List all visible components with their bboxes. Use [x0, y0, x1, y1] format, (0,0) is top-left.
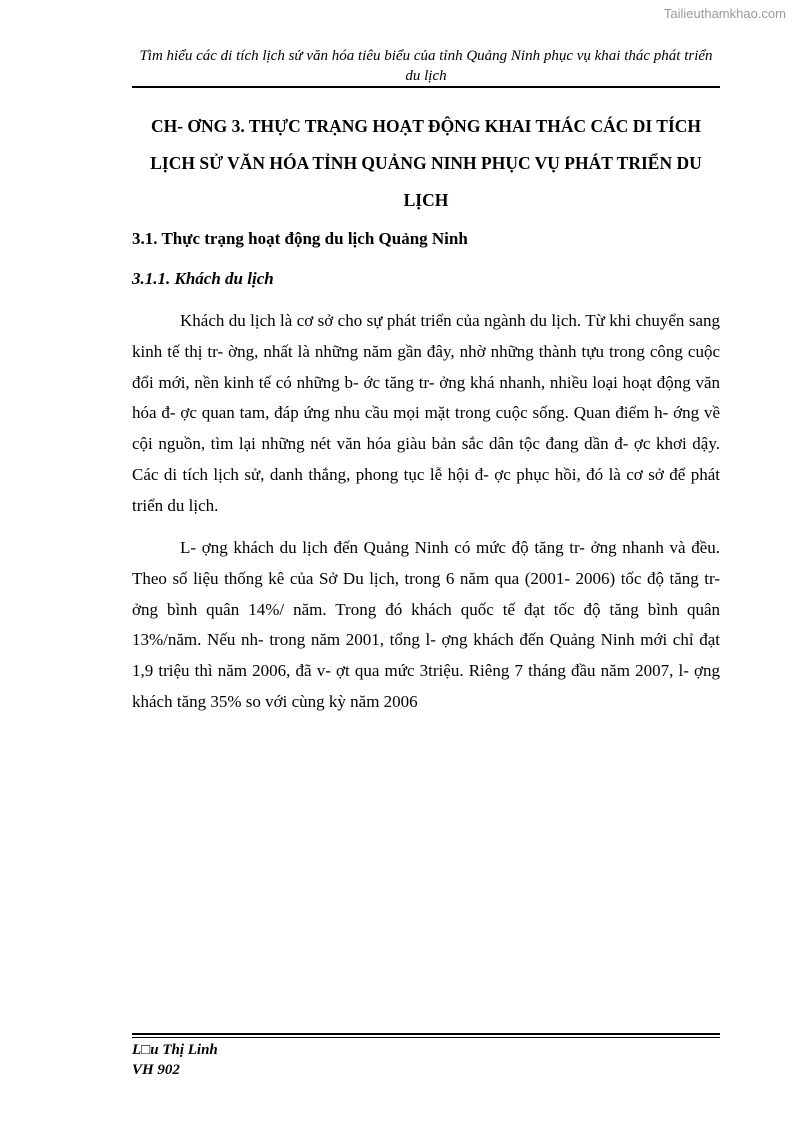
footer-divider [132, 1033, 720, 1035]
section-heading-3-1-1: 3.1.1. Khách du lịch [132, 269, 274, 288]
body-paragraph-1: Khách du lịch là cơ sở cho sự phát triển của ngành du lịch. Từ khi chuyển sang kinh tế thị tr- ờng, nhất là những năm gần đây, nhờ những thành tựu trong công cuộc đổi mới, nền kinh tế có những b- ớc tăng tr- ởng khá nhanh, nhiều loại hoạt động văn hóa đ- ợc quan tam, đáp ứng nhu cầu mọi mặt trong cuộc sống. Quan điểm h- ớng về cội nguồn, tìm lại những nét văn hóa giàu bản sắc dân tộc đang dần đ- ợc khơi dậy. Các di tích lịch sử, danh thắng, phong tục lễ hội đ- ợc phục hồi, đó là cơ sở để phát triển du lịch. [132, 311, 720, 515]
section-heading-3-1: 3.1. Thực trạng hoạt động du lịch Quảng Ninh [132, 229, 468, 248]
footer-class: VH 902 [132, 1062, 180, 1078]
footer-author: L□u Thị Linh [132, 1042, 218, 1058]
body-paragraph-2: L- ợng khách du lịch đến Quảng Ninh có mức độ tăng tr- ởng nhanh và đều. Theo số liệu thống kê của Sở Du lịch, trong 6 năm qua (2001- 2006) tốc độ tăng tr- ởng bình quân 14%/ năm. Trong đó khách quốc tế đạt tốc độ tăng bình quân 13%/năm. Nếu nh- trong năm 2001, tổng l- ợng khách đến Quảng Ninh mới chỉ đạt 1,9 triệu thì năm 2006, đã v- ợt qua mức 3triệu. Riêng 7 tháng đầu năm 2007, l- ợng khách tăng 35% so với cùng kỳ năm 2006 [132, 538, 720, 711]
footer-divider-thin [132, 1037, 720, 1038]
header-divider [132, 86, 720, 87]
running-header: Tìm hiểu các di tích lịch sử văn hóa tiêu biểu của tỉnh Quảng Ninh phục vụ khai thác phát triển du lịch [132, 46, 720, 88]
footer [132, 1040, 218, 1080]
chapter-title: CH- ƠNG 3. THỰC TRẠNG HOẠT ĐỘNG KHAI THÁC CÁC DI TÍCH LỊCH SỬ VĂN HÓA TỈNH QUẢNG NINH PHỤC VỤ PHÁT TRIỂN DU LỊCH [150, 116, 702, 210]
watermark: Tailieuthamkhao.com [663, 6, 786, 21]
